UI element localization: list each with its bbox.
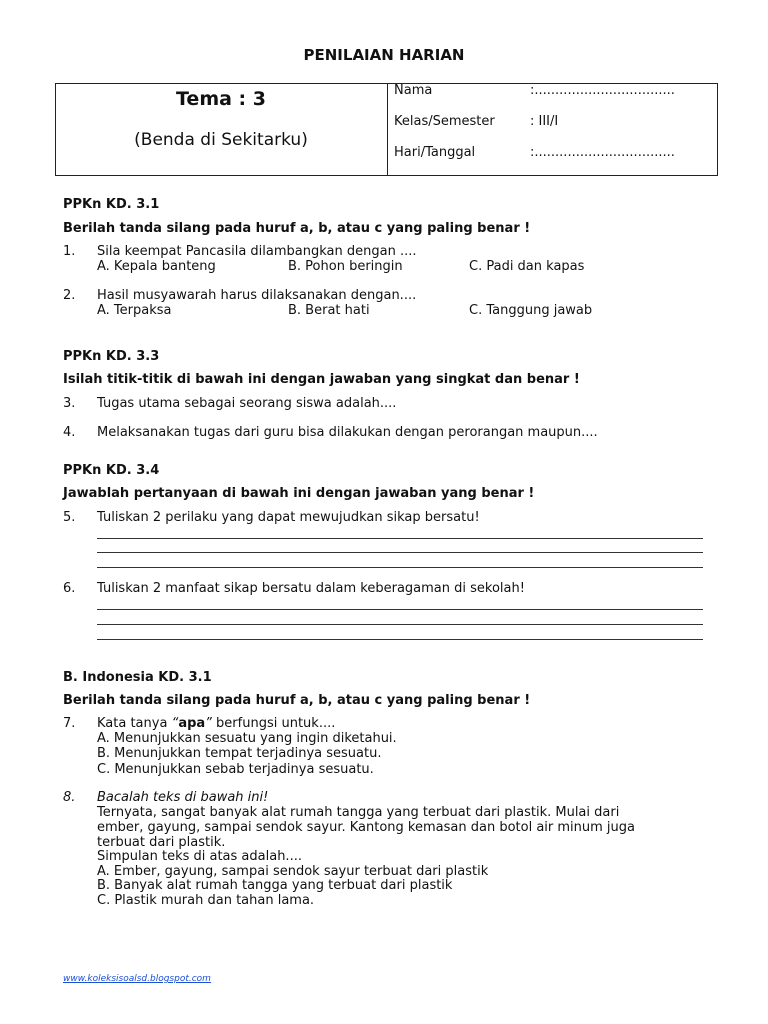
passage-line: ember, gayung, sampai sendok sayur. Kantong kemasan dan botol air minum juga bbox=[97, 820, 636, 835]
section-instruction: Berilah tanda silang pada huruf a, b, atau c yang paling benar ! bbox=[63, 693, 531, 708]
field-label-tanggal: Hari/Tanggal bbox=[394, 145, 476, 160]
section-instruction: Isilah titik-titik di bawah ini dengan jawaban yang singkat dan benar ! bbox=[63, 372, 580, 387]
question-number: 3. bbox=[63, 396, 76, 411]
option-c: C. Tanggung jawab bbox=[469, 303, 593, 318]
footer-link[interactable]: www.koleksisoalsd.blogspot.com bbox=[63, 974, 211, 984]
option-a: A. Menunjukkan sesuatu yang ingin diketahui. bbox=[97, 731, 397, 746]
tema-subtitle: (Benda di Sekitarku) bbox=[134, 130, 308, 150]
option-b: B. Banyak alat rumah tangga yang terbuat dari plastik bbox=[97, 878, 453, 893]
question-text bbox=[97, 716, 335, 731]
section-heading: B. Indonesia KD. 3.1 bbox=[63, 670, 212, 685]
open-quote: “ bbox=[171, 716, 179, 731]
section-instruction: Jawablah pertanyaan di bawah ini dengan jawaban yang benar ! bbox=[63, 486, 535, 501]
option-c: C. Padi dan kapas bbox=[469, 259, 585, 274]
keyword-apa: apa bbox=[178, 716, 206, 731]
question-text: Bacalah teks di bawah ini! bbox=[97, 790, 269, 805]
question-number: 1. bbox=[63, 244, 76, 259]
field-value-tanggal: :.................................. bbox=[530, 145, 675, 160]
passage-line: terbuat dari plastik. bbox=[97, 835, 226, 850]
question-text: Hasil musyawarah harus dilaksanakan dengan.... bbox=[97, 288, 417, 303]
question-text: Tugas utama sebagai seorang siswa adalah.... bbox=[97, 396, 397, 411]
page-title: PENILAIAN HARIAN bbox=[303, 46, 465, 64]
option-a: A. Terpaksa bbox=[97, 303, 172, 318]
question-number: 2. bbox=[63, 288, 76, 303]
section-heading: PPKn KD. 3.3 bbox=[63, 349, 160, 364]
field-label-kelas: Kelas/Semester bbox=[394, 114, 495, 129]
option-b: B. Menunjukkan tempat terjadinya sesuatu. bbox=[97, 746, 382, 761]
question-text: Tuliskan 2 perilaku yang dapat mewujudkan sikap bersatu! bbox=[97, 510, 480, 525]
question-text: Melaksanakan tugas dari guru bisa dilakukan dengan perorangan maupun.... bbox=[97, 425, 598, 440]
question-number: 4. bbox=[63, 425, 76, 440]
question-text: Tuliskan 2 manfaat sikap bersatu dalam keberagaman di sekolah! bbox=[97, 581, 525, 596]
option-a: A. Kepala banteng bbox=[97, 259, 216, 274]
tema-title: Tema : 3 bbox=[176, 88, 266, 110]
option-b: B. Pohon beringin bbox=[288, 259, 403, 274]
field-value-nama: :.................................. bbox=[530, 83, 675, 98]
answer-line bbox=[97, 639, 703, 640]
passage-line: Ternyata, sangat banyak alat rumah tangga yang terbuat dari plastik. Mulai dari bbox=[97, 805, 620, 820]
question-prompt: Simpulan teks di atas adalah.... bbox=[97, 849, 302, 864]
section-instruction: Berilah tanda silang pada huruf a, b, atau c yang paling benar ! bbox=[63, 221, 531, 236]
option-c: C. Menunjukkan sebab terjadinya sesuatu. bbox=[97, 762, 374, 777]
answer-line bbox=[97, 624, 703, 625]
answer-line bbox=[97, 552, 703, 553]
answer-line bbox=[97, 567, 703, 568]
answer-line bbox=[97, 609, 703, 610]
question-text: Sila keempat Pancasila dilambangkan dengan .... bbox=[97, 244, 417, 259]
option-a: A. Ember, gayung, sampai sendok sayur terbuat dari plastik bbox=[97, 864, 489, 879]
option-b: B. Berat hati bbox=[288, 303, 370, 318]
question-text-pre: Kata tanya bbox=[97, 716, 172, 731]
field-value-kelas: : III/I bbox=[530, 114, 559, 129]
question-number: 7. bbox=[63, 716, 76, 731]
header-divider bbox=[387, 83, 388, 176]
question-number: 5. bbox=[63, 510, 76, 525]
question-text-post: berfungsi untuk.... bbox=[211, 716, 336, 731]
section-heading: PPKn KD. 3.1 bbox=[63, 197, 160, 212]
option-c: C. Plastik murah dan tahan lama. bbox=[97, 893, 315, 908]
close-quote: ” bbox=[205, 716, 212, 731]
answer-line bbox=[97, 538, 703, 539]
section-heading: PPKn KD. 3.4 bbox=[63, 463, 160, 478]
question-number: 6. bbox=[63, 581, 76, 596]
field-label-nama: Nama bbox=[394, 83, 433, 98]
question-number: 8. bbox=[63, 790, 76, 805]
